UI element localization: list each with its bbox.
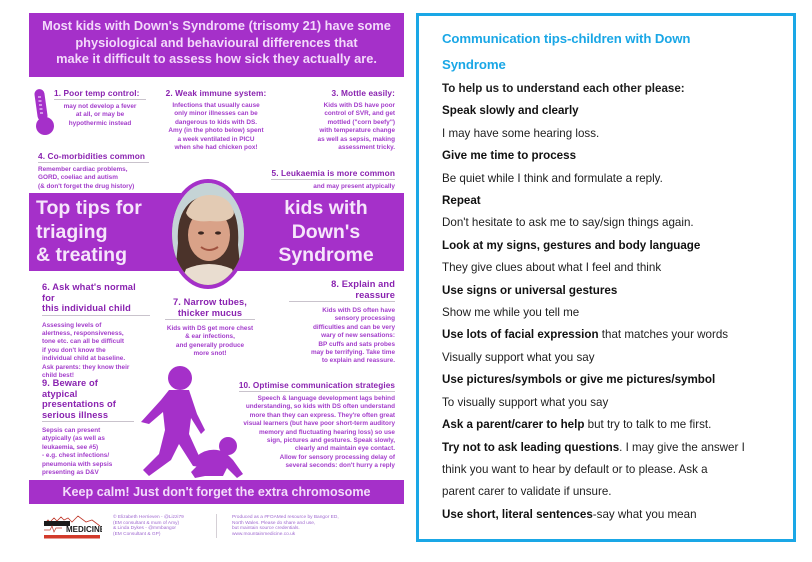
thermometer-icon [30,87,56,137]
comm-title [442,26,793,78]
keep-calm-banner: Keep calm! Just don't forget the extra chromosome [29,480,404,504]
tip-4-body [38,166,158,191]
tip-line: sign, pictures and gestures. Speak slowly, [266,437,395,445]
tip-title-line: serious illness [42,409,109,420]
tip-line: clearly and maintain eye contact. [294,445,395,453]
comm-line-text: I may have some hearing loss. [442,126,600,140]
tip-line: tone etc. can all be difficult [42,338,125,346]
comm-line [442,257,793,279]
produced-line: North Wales. Please do share and use, [232,520,316,526]
tip-line: difficulties and can be very [312,323,395,331]
band-title-left [36,197,142,268]
tip-line: several seconds: don't hurry a reply [285,462,395,470]
comm-line [442,100,793,122]
comm-line-text: -say what you mean [592,507,697,521]
comm-line-text: They give clues about what I feel and think [442,261,662,275]
comm-line-bold: Use signs or universal gestures [442,283,618,297]
tip-line: to explain and reassure. [321,357,395,365]
comm-line-text: Don't hesitate to ask me to say/sign things again. [442,216,694,230]
produced-line: Produced as a #FOAMed resource by Bangor ED, [232,515,339,520]
tip-line: Sepsis can present [42,427,101,434]
tip-5 [262,163,395,191]
band-line: kids with [284,197,368,219]
comm-line-text: Visually support what you say [442,350,595,364]
tip-line: a week ventilated in PICU [177,135,255,143]
comm-line-text: think you want to hear by default or to please. Ask a [442,462,708,476]
tip-8-body [289,307,395,366]
footer-divider [216,514,217,538]
tip-7 [165,297,255,320]
tip-1 [54,88,146,128]
tip-line: Ask parents: they know their [42,363,130,371]
tip-line: hypothermic instead [68,119,132,127]
tip-5-body: and may present atypically [313,183,395,190]
tip-7-body [160,322,260,359]
comm-line [442,392,793,414]
tip-line: leukaemia, see #5) [42,443,99,451]
tip-line: alertness, responsiveness, [42,329,124,337]
tip-line: BP cuffs and sats probes [318,340,395,348]
comm-line [442,459,793,481]
tip-2 [160,88,272,152]
tip-line: wary of new sensations: [321,332,395,340]
comm-line-bold: Repeat [442,194,481,208]
credit-line: (EM Consultant & GP) [113,531,161,537]
comm-line [442,123,793,145]
tip-6 [42,282,150,380]
comm-line [442,235,793,257]
tip-9-title [42,378,134,422]
comm-line-text: that matches your words [598,328,729,342]
band-line: & treating [36,244,128,266]
comm-line-text: . I may give the answer I [619,440,745,454]
band-line: Down's [291,220,361,243]
comm-line [442,369,793,391]
comm-line [442,302,793,324]
comm-line [442,168,793,190]
tip-title-line: presentations of [42,399,116,409]
logo-main-text: MEDICINE [66,525,102,534]
comm-line-text: Show me while you tell me [442,306,580,320]
tip-line: Allow for sensory processing delay of [279,453,395,461]
comm-line-bold: Give me time to process [442,149,577,163]
mountain-medicine-logo [42,514,102,540]
tip-line: dangerous to kids with DS. [174,118,258,126]
tip-line: GORD, coeliac and autism [38,174,118,182]
comm-line-bold: Look at my signs, gestures and body language [442,238,701,252]
tip-9 [42,378,134,477]
tip-7-body-text [160,325,260,359]
tip-3-body [296,102,395,152]
tip-line: if you don't know the [42,346,106,354]
tip-6-title [42,282,150,316]
tip-line: Kids with DS have poor [323,102,395,109]
band-line: Top tips for [36,197,142,219]
tip-10 [210,375,395,471]
comm-lines [442,78,793,526]
logo-icon [42,514,102,540]
tip-3 [296,88,395,152]
tip-10-title: 10. Optimise communication strategies [238,381,395,390]
comm-line-bold: Try not to ask leading questions [442,440,620,454]
tip-5-title: 5. Leukaemia is more common [271,168,395,178]
child-portrait-icon [172,183,244,285]
tip-line: pneumonia with sepsis [42,460,113,468]
tip-line: control of SVR, and get [324,110,395,118]
tip-line: more snot! [193,350,227,358]
comm-line-bold: Use short, literal sentences [442,507,593,521]
produced-line: but maintain source credentials. [232,526,300,532]
tip-line: and generally produce [175,341,245,349]
band-title-right [262,197,390,268]
band-line: Syndrome [278,244,374,266]
tip-line: Assessing levels of [42,321,102,329]
tip-line: at all, or may be [75,111,125,119]
photo-image [172,183,244,285]
comm-line-bold: Use lots of facial expression [442,328,599,342]
tip-line: Kids with DS often have [322,307,395,314]
tip-line: when she had chicken pox! [174,144,258,152]
tip-2-body [160,102,272,152]
comm-line [442,347,793,369]
intro-line: make it difficult to assess how sick they actually are. [56,51,377,66]
tip-line: understanding, so kids with DS often understand [245,403,395,411]
comm-line [442,280,793,302]
tip-line: more than they can express. They're often great [249,411,395,419]
comm-line-bold: Ask a parent/carer to help [442,418,585,432]
comm-line [442,481,793,503]
comm-line-text: but try to talk to me first. [584,418,712,432]
comm-title-line: Communication tips-children with Down [442,31,691,46]
comm-line [442,504,793,526]
child-photo [168,179,248,289]
tip-line: may be terrifying. Take time [310,349,395,357]
tip-line: individual child at baseline. [42,355,126,363]
tip-line: with temperature change [319,127,395,135]
tip-line: child best! [42,371,74,379]
credit-line: © Elizabeth Herrieven - @Lizzi79 [113,515,184,520]
tip-line: presenting as D&V [42,469,99,477]
tip-line: & ear infections, [185,333,235,341]
comm-line [442,145,793,167]
comm-line [442,414,793,436]
comm-line-bold: Use pictures/symbols or give me pictures/symbol [442,373,716,387]
tip-line: assessment tricky. [338,144,395,152]
comm-line-text: Be quiet while I think and formulate a reply. [442,171,663,185]
intro-line: Most kids with Down's Syndrome (trisomy 21) have some [42,18,391,33]
tip-line: Speech & language development lags behind [257,395,395,402]
credit-line: (EM consultant & mum of Amy) [113,520,180,526]
intro-box [29,13,404,77]
tip-line: atypically (as well as [42,435,105,443]
tip-line: Kids with DS get more chest [166,325,254,332]
tip-3-title: 3. Mottle easily: [331,88,395,98]
tip-8 [289,279,395,366]
tip-line: sensory processing [334,315,395,323]
tip-2-title: 2. Weak immune system: [165,88,267,98]
produced-line: www.mountainmedicine.co.uk [232,531,296,537]
tip-line: (& don't forget the drug history) [38,182,135,190]
tip-4 [38,146,158,191]
tip-title-line: 6. Ask what's normal for [42,282,136,303]
comm-line-text: To visually support what you say [442,395,609,409]
comm-line-text: parent carer to validate if unsure. [442,485,612,499]
comm-line [442,324,793,346]
tip-8-title: 8. Explain and reassure [289,279,395,302]
tip-title-line: this individual child [42,303,131,313]
comm-line-bold: Speak slowly and clearly [442,104,579,118]
tip-line: visual learners (but have poor short-term auditory [243,420,395,428]
tip-10-body [210,395,395,471]
intro-line: physiological and behavioural differences that [75,34,358,50]
tip-9-body [42,427,134,477]
tip-7-title [165,297,255,320]
comm-line [442,190,793,212]
comm-line [442,212,793,234]
footer-produced [232,515,382,537]
tip-title-line: 9. Beware of atypical [42,378,98,399]
tip-line: Remember cardiac problems, [38,166,128,173]
tip-line: may not develop a fever [63,103,137,110]
tip-4-title: 4. Co-morbidities common [38,151,149,163]
credit-line: & Linda Dykes - @mmbangor [113,526,176,532]
tip-1-title: 1. Poor temp control: [54,88,146,100]
comm-line-text: To help us to understand each other please: [442,82,685,95]
tip-line: mottled ("corn beefy") [327,118,395,126]
tip-line: - e.g. chest infections/ [42,452,110,460]
tip-1-body [54,103,146,128]
tip-line: only minor illnesses can be [174,110,258,118]
tip-line: as well as sepsis, making [317,135,395,143]
comm-line [442,437,793,459]
communication-tips-panel [416,13,796,542]
tip-title-line: 7. Narrow tubes, [173,297,247,307]
footer-credits [113,515,203,537]
tip-line: Infections that usually cause [172,102,260,109]
tip-6-body [42,322,150,381]
comm-title-line: Syndrome [442,57,506,72]
comm-line [442,78,793,100]
tip-title-line: thicker mucus [177,307,243,318]
band-line: triaging [36,220,108,243]
tip-line: Amy (in the photo below) spent [168,127,264,135]
tip-line: memory and fluctuating hearing loss) so use [258,428,395,436]
